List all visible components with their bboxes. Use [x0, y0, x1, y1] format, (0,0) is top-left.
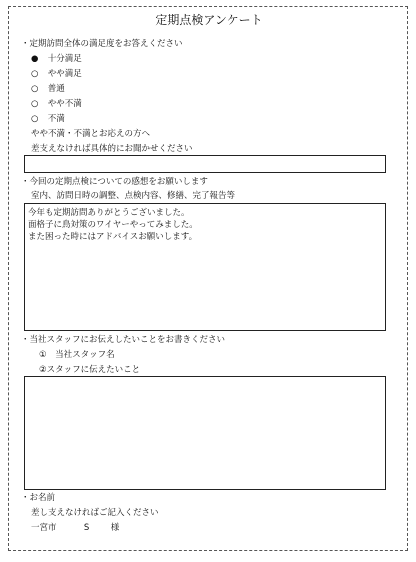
q3-item1: ① 当社スタッフ名 [39, 350, 115, 360]
q1-followup-line1: やや不満・不満とお応えの方へ [31, 129, 151, 139]
q2-answer-text: 今年も定期訪問ありがとうございました。 面格子に鳥対策のワイヤーやってみました。 また困った時にはアドバイスお願いします。 [28, 208, 198, 242]
q1-option-label: やや満足 [47, 69, 82, 79]
honorific-label: 様 [110, 523, 120, 533]
radio-empty-icon: ○ [31, 114, 39, 124]
radio-empty-icon: ○ [31, 84, 39, 94]
city-value: 一宮市 [31, 523, 57, 533]
page-title: 定期点検アンケート [155, 13, 263, 27]
q3-answer-field[interactable] [24, 376, 386, 490]
q1-answer-field[interactable] [24, 155, 386, 173]
q1-option-label: 普通 [47, 84, 65, 94]
q1-option-4[interactable] [31, 115, 65, 124]
q1-option-label: 十分満足 [47, 54, 82, 64]
radio-empty-icon: ○ [31, 99, 39, 109]
q2-answer-field[interactable] [24, 203, 386, 331]
q2-label: ・今回の定期点検についての感想をお願いします [21, 177, 208, 187]
q1-label: ・定期訪問全体の満足度をお答えください [21, 39, 183, 49]
name-field[interactable] [31, 524, 119, 533]
q1-option-label: 不満 [47, 114, 65, 124]
radio-filled-icon: ● [31, 54, 39, 64]
radio-empty-icon: ○ [31, 69, 39, 79]
name-value: S [83, 523, 90, 533]
q4-sub: 差し支えなければご記入ください [31, 508, 159, 518]
q1-followup-line2: 差支えなければ具体的にお聞かせください [31, 144, 193, 154]
survey-sheet [8, 6, 408, 551]
q4-label: ・お名前 [21, 493, 56, 503]
q1-option-1[interactable] [31, 70, 82, 79]
q1-option-0[interactable] [31, 55, 82, 64]
q2-sub: 室内、訪問日時の調整、点検内容、修繕、完了報告等 [31, 191, 236, 201]
q1-option-label: やや不満 [47, 99, 82, 109]
q3-label: ・当社スタッフにお伝えしたいことをお書きください [21, 335, 226, 345]
q1-option-2[interactable] [31, 85, 65, 94]
q1-option-3[interactable] [31, 100, 82, 109]
q3-item2: ②スタッフに伝えたいこと [39, 365, 141, 375]
q1-answer-text [25, 156, 385, 159]
q3-answer-text [25, 377, 385, 380]
